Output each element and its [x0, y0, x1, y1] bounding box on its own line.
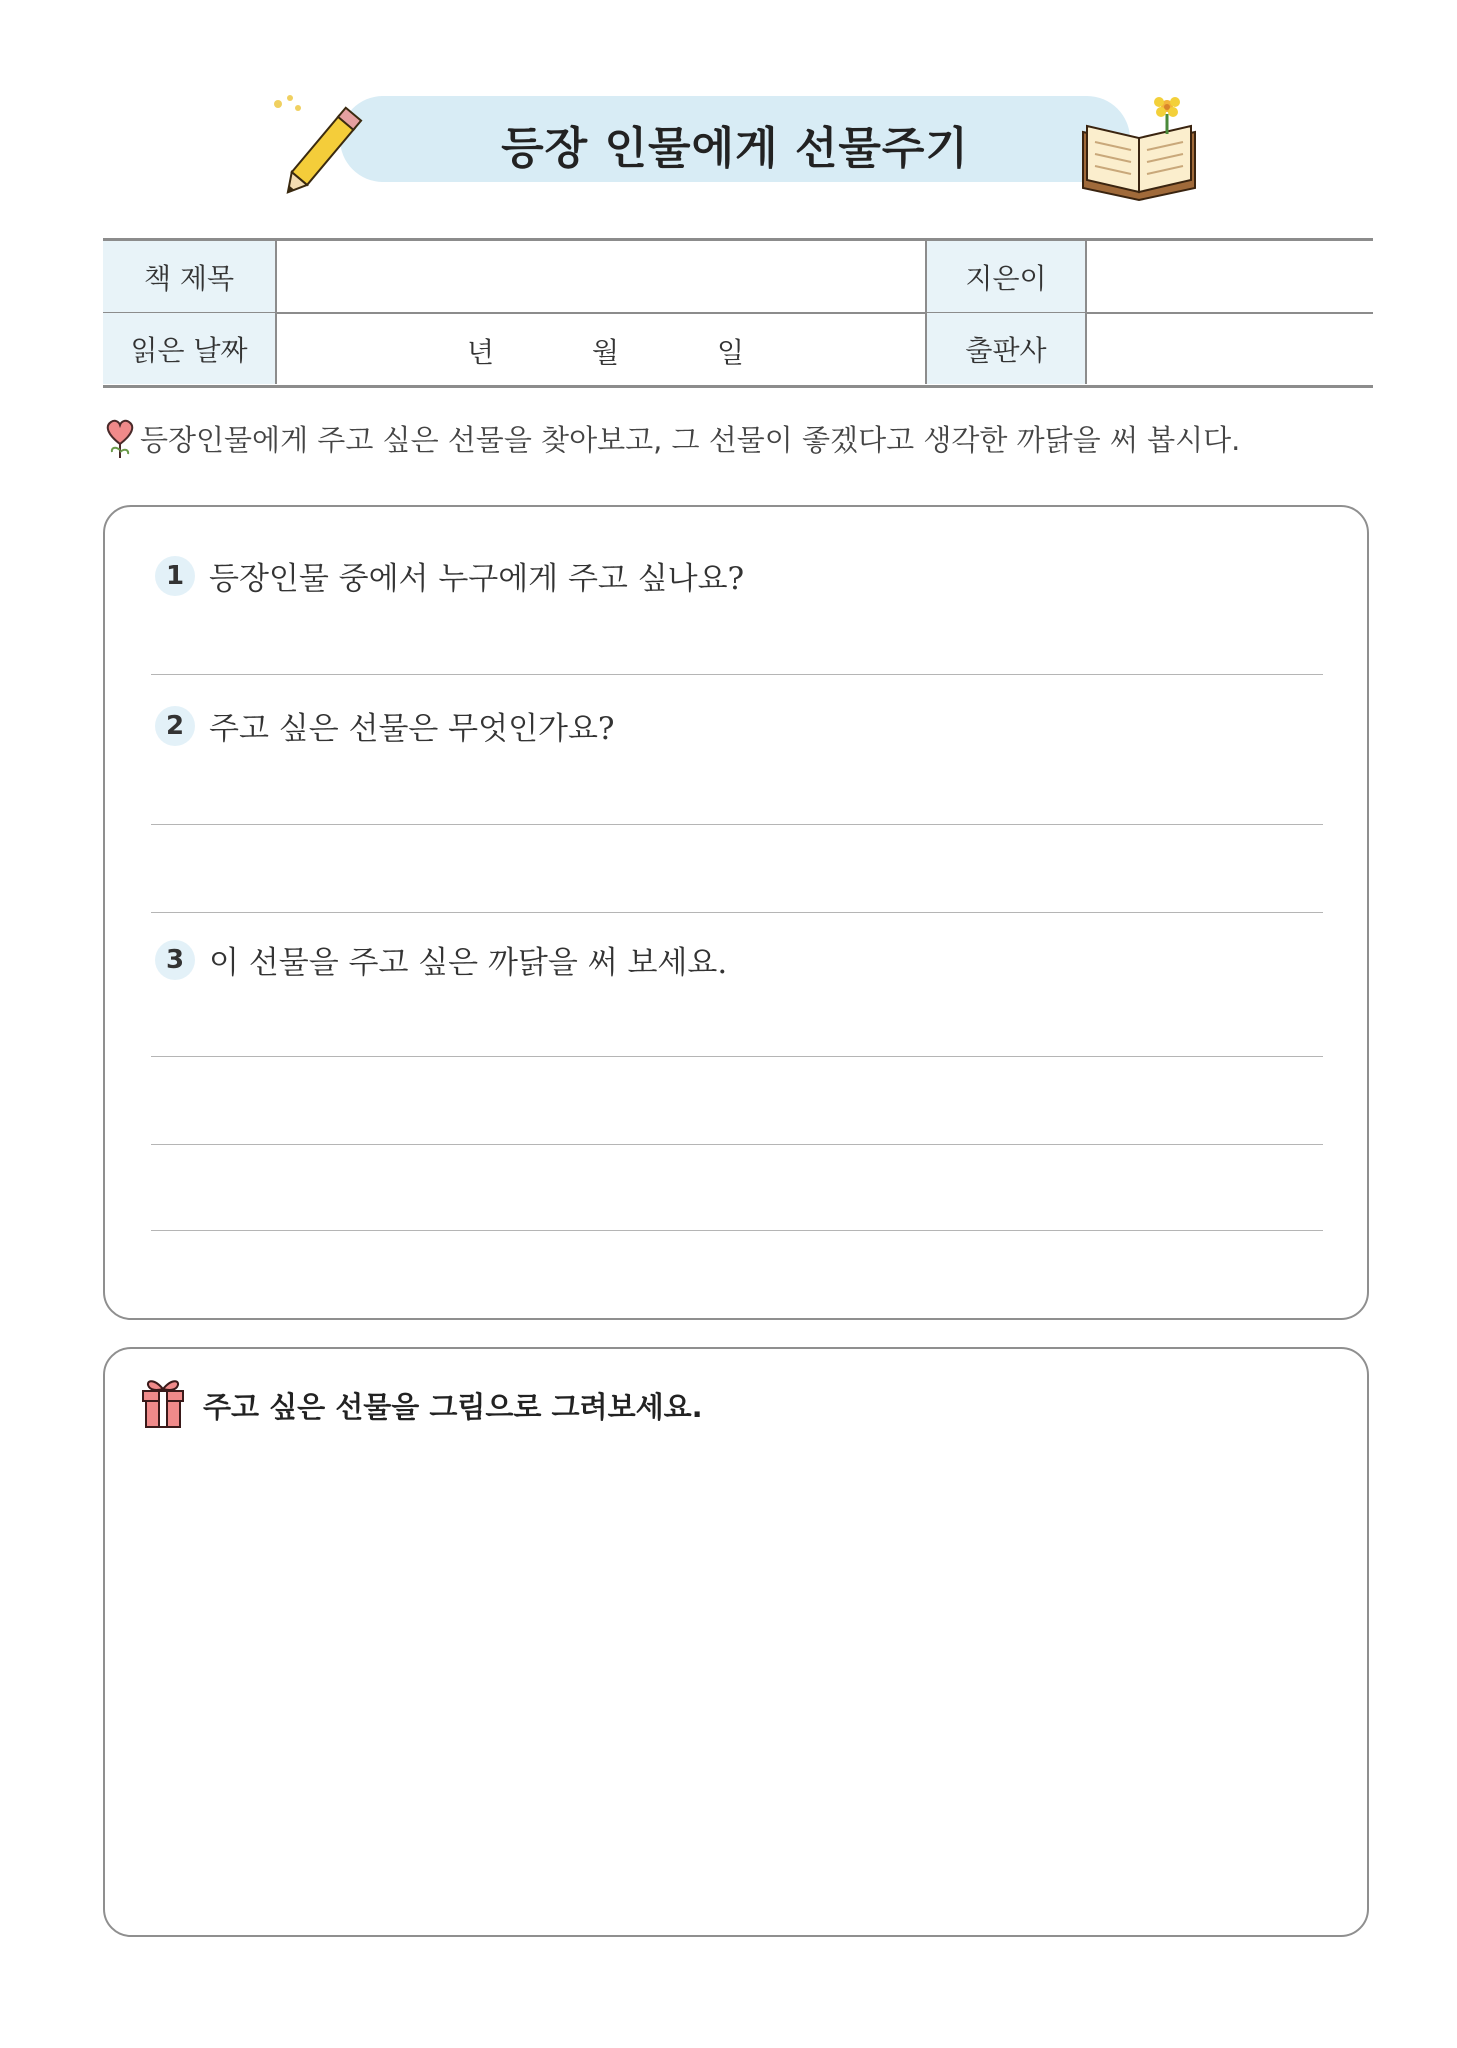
- date-month-label: 월: [592, 336, 620, 369]
- question-box: [103, 505, 1369, 1320]
- book-info-table: [103, 238, 1373, 388]
- question-number: 2: [155, 706, 195, 746]
- answer-line[interactable]: [151, 1144, 1323, 1145]
- question-number: 3: [155, 940, 195, 980]
- date-year-label: 년: [467, 336, 495, 369]
- book-title-label: 책 제목: [103, 241, 277, 312]
- read-date-label: 읽은 날짜: [103, 313, 277, 384]
- question-text: 주고 싶은 선물은 무엇인가요?: [209, 711, 615, 747]
- question-text: 등장인물 중에서 누구에게 주고 싶나요?: [209, 561, 745, 597]
- title-banner: [340, 96, 1130, 182]
- question-number: 1: [155, 556, 195, 596]
- date-day-label: 일: [717, 336, 745, 369]
- read-date-field[interactable]: [277, 313, 927, 384]
- drawing-prompt: 주고 싶은 선물을 그림으로 그려보세요.: [203, 1390, 703, 1424]
- publisher-field[interactable]: [1087, 313, 1373, 384]
- heart-icon: [103, 416, 137, 460]
- question-text: 이 선물을 주고 싶은 까닭을 써 보세요.: [209, 945, 728, 981]
- author-label: 지은이: [927, 241, 1087, 312]
- gift-icon: [139, 1375, 187, 1431]
- info-row-date: [103, 313, 1373, 384]
- question-3: [155, 937, 727, 982]
- page-title: 등장 인물에게 선물주기: [501, 123, 969, 174]
- answer-line[interactable]: [151, 1230, 1323, 1231]
- author-field[interactable]: [1087, 241, 1373, 312]
- book-title-field[interactable]: [277, 241, 927, 312]
- publisher-label: 출판사: [927, 313, 1087, 384]
- answer-line[interactable]: [151, 674, 1323, 675]
- question-1: [155, 553, 744, 598]
- answer-line[interactable]: [151, 1056, 1323, 1057]
- info-row-title: [103, 241, 1373, 314]
- answer-line[interactable]: [151, 824, 1323, 825]
- open-book-icon: [1075, 92, 1205, 202]
- drawing-box[interactable]: [103, 1347, 1369, 1937]
- instruction-text: 등장인물에게 주고 싶은 선물을 찾아보고, 그 선물이 좋겠다고 생각한 까닭을 써 봅시다.: [140, 423, 1241, 457]
- question-2: [155, 703, 615, 748]
- pencil-icon: [268, 94, 388, 194]
- answer-line[interactable]: [151, 912, 1323, 913]
